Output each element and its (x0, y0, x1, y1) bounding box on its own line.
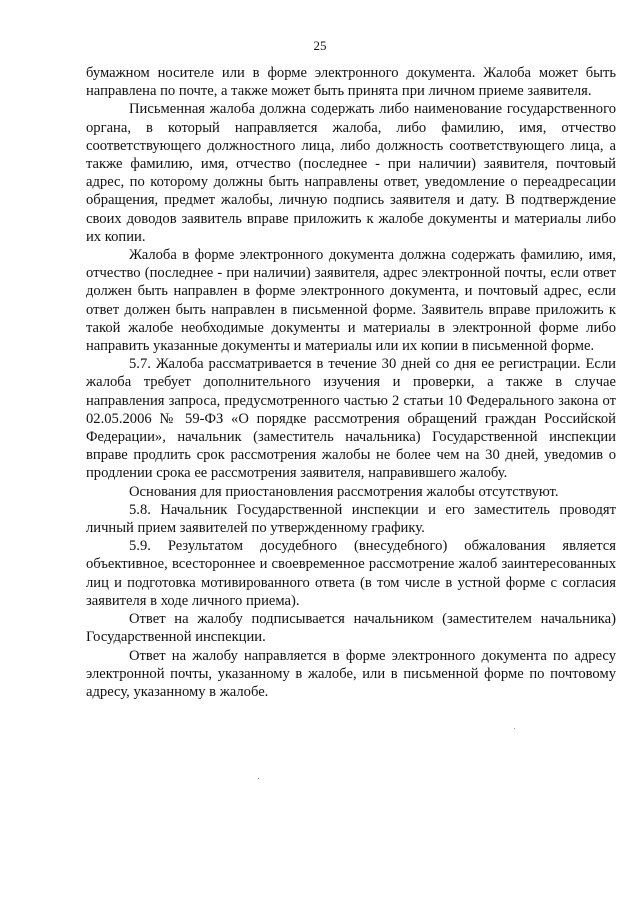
paragraph-answer-sent: Ответ на жалобу направляется в форме электронного документа по адресу электронной почты, указанному в жалобе, или в письменной форме по почтовому адресу, указанному в жалобе. (86, 647, 616, 700)
paragraph-2: Письменная жалоба должна содержать либо наименование государственного органа, в который направляется жалоба, либо фамилию, имя, отчество соответствующего должностного лица, либо должность соответствующего лица, а также фамилию, имя, отчество (последнее - при наличии) заявителя, почтовый адрес, по которому должны быть направлены ответ, уведомление о переадресации обращения, предмет жалобы, личную подпись заявителя и дату. В подтверждение своих доводов заявитель вправе приложить к жалобе документы и материалы либо их копии. (86, 101, 616, 245)
paragraph-5-9: 5.9. Результатом досудебного (внесудебного) обжалования является объективное, всестороннее и своевременное рассмотрение жалоб заинтересованных лиц и подготовка мотивированного ответа (в том числе в устной форме с согласия заявителя в ходе личного приема). (86, 538, 616, 609)
document-body (86, 64, 616, 701)
paragraph-answer-signed: Ответ на жалобу подписывается начальником (заместителем начальника) Государственной инспекции. (86, 611, 616, 646)
paragraph-grounds: Основания для приостановления рассмотрения жалобы отсутствуют. (129, 483, 559, 500)
scan-speck (514, 728, 515, 729)
page-number: 25 (313, 38, 327, 53)
paragraph-5-8: 5.8. Начальник Государственной инспекции и его заместитель проводят личный прием заявителей по утвержденному графику. (86, 501, 616, 537)
paragraph-1: бумажном носителе или в форме электронного документа. Жалоба может быть направлена по почте, а также может быть принята при личном приеме заявителя. (86, 65, 616, 100)
paragraph-3: Жалоба в форме электронного документа должна содержать фамилию, имя, отчество (последнее - при наличии) заявителя, адрес электронной почты, если ответ должен быть направлен в форме электронного документа, и почтовый адрес, если ответ должен быть направлен в письменной форме. Заявитель вправе приложить к такой жалобе необходимые документы и материалы в электронной форме либо направить указанные документы и материалы или их копии в письменной форме. (86, 247, 616, 355)
paragraph-5-7: 5.7. Жалоба рассматривается в течение 30 дней со дня ее регистрации. Если жалоба требует дополнительного изучения и проверки, а также в случае направления запроса, предусмотренного частью 2 статьи 10 Федерального закона от 02.05.2006 № 59-ФЗ «О порядке рассмотрения обращений граждан Российской Федерации», начальник (заместитель начальника) Государственной инспекции вправе продлить срок рассмотрения жалобы не более чем на 30 дней, уведомив о продлении срока ее рассмотрения заявителя, направившего жалобу. (86, 356, 616, 482)
scan-speck (258, 778, 259, 779)
